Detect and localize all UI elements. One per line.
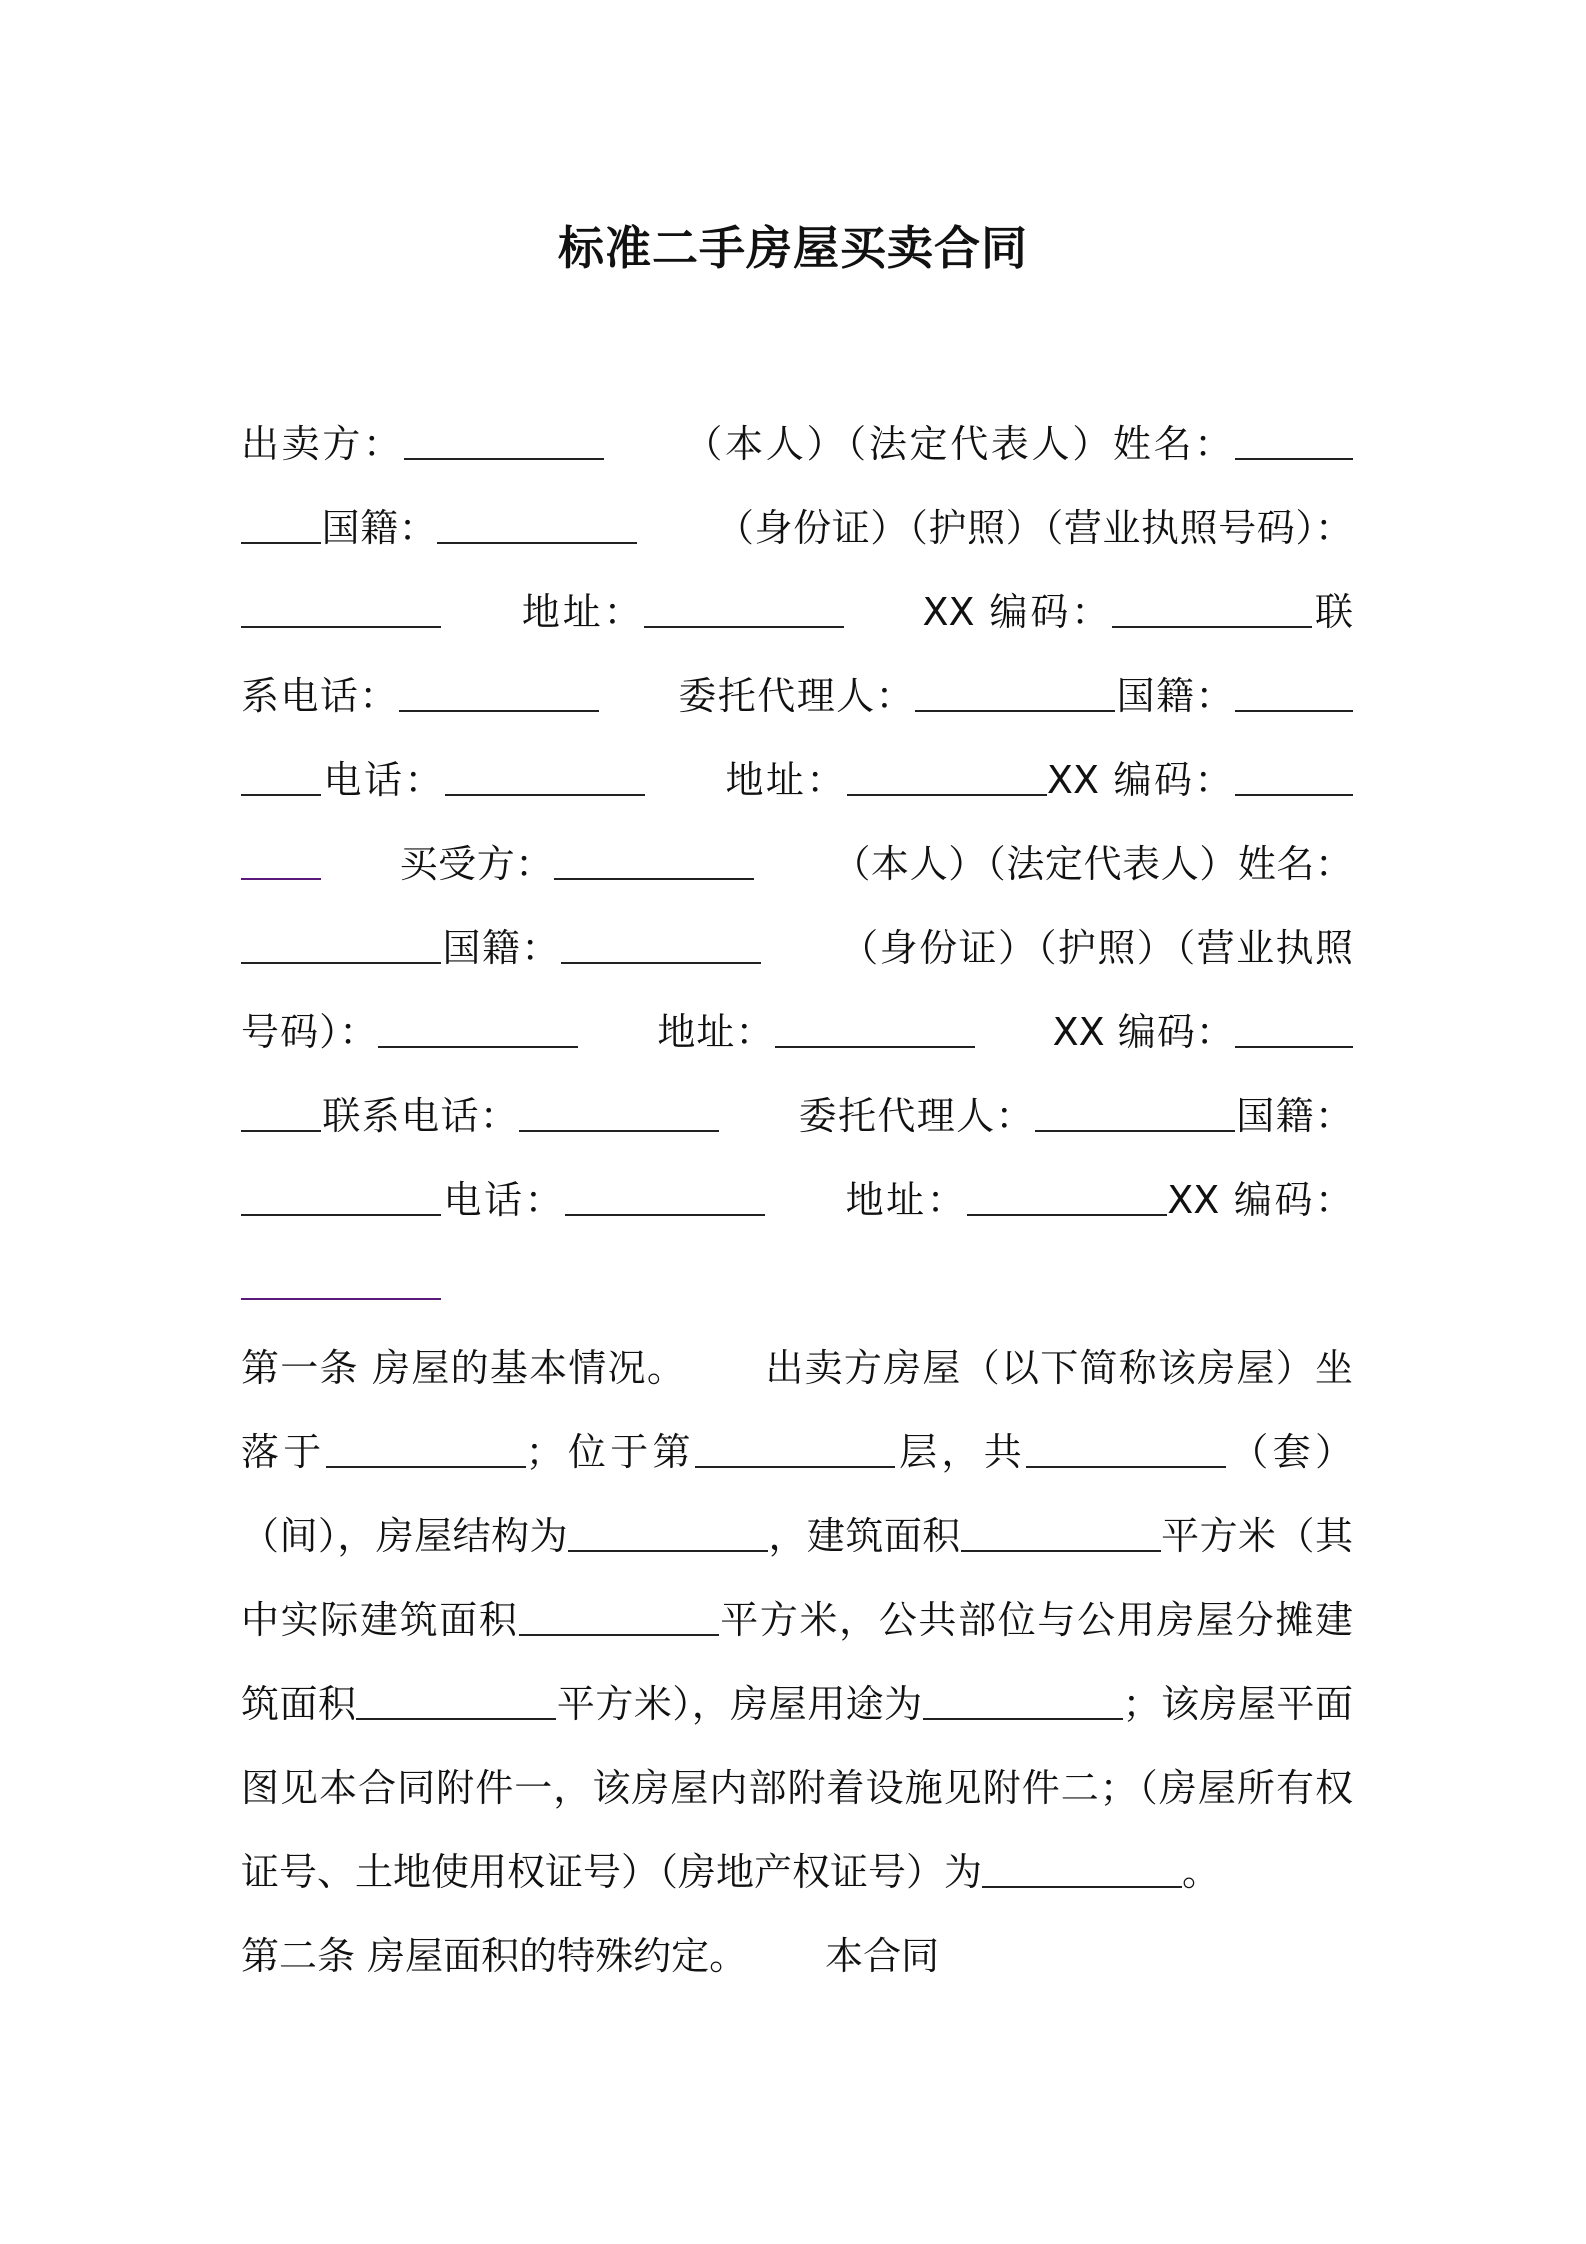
seller-agent: 委托代理人：: [676, 674, 916, 718]
buyer-nationality: 国籍：: [441, 926, 561, 970]
blank-field[interactable]: [356, 1684, 556, 1720]
article-1-text: 出卖方房屋（以下简称该房屋）坐落于: [241, 1346, 1353, 1474]
blank-field[interactable]: [923, 1684, 1123, 1720]
buyer-address: 地址：: [656, 1010, 775, 1054]
buyer-id-b: 号码）：: [241, 1010, 379, 1054]
article-1-paragraph: [241, 1326, 1353, 1914]
seller-agent-address: 地址：: [722, 758, 847, 802]
article-2-paragraph: [241, 1914, 1353, 1998]
blank-field[interactable]: [847, 760, 1047, 796]
article-2-text: 本合同: [825, 1934, 940, 1978]
blank-field[interactable]: [519, 1096, 719, 1132]
blank-field[interactable]: [326, 1432, 526, 1468]
article-1-text: ；该房屋平面图见本合同附件一，该房屋内部附着设施见附件二；（房屋所有权证号、土地使用权证号）（房地产权证号）为: [241, 1682, 1353, 1894]
seller-nationality: 国籍：: [321, 506, 438, 550]
buyer-agent: 委托代理人：: [797, 1094, 1035, 1138]
blank-field[interactable]: [644, 592, 844, 628]
blank-field[interactable]: [1026, 1432, 1226, 1468]
blank-field[interactable]: [565, 1180, 765, 1216]
blank-field[interactable]: [519, 1600, 719, 1636]
blank-field[interactable]: [445, 760, 645, 796]
blank-field[interactable]: [241, 1096, 321, 1132]
blank-field[interactable]: [554, 844, 754, 880]
seller-agent-nationality: 国籍：: [1115, 674, 1235, 718]
blank-field[interactable]: [915, 676, 1115, 712]
seller-type-name: （本人）（法定代表人）姓名：: [681, 422, 1235, 466]
blank-field[interactable]: [775, 1012, 975, 1048]
buyer-type-name: （本人）（法定代表人）姓名：: [831, 842, 1353, 886]
blank-field[interactable]: [241, 928, 441, 964]
blank-field[interactable]: [241, 844, 321, 880]
blank-field[interactable]: [404, 424, 604, 460]
seller-id: （身份证）（护照）（营业执照号码）：: [715, 506, 1353, 550]
blank-field[interactable]: [241, 1180, 441, 1216]
blank-field[interactable]: [241, 1264, 441, 1300]
parties-paragraph: [241, 402, 1353, 1326]
blank-field[interactable]: [982, 1852, 1182, 1888]
article-1-text: 平方米，公共部位与公用房屋分摊建筑面积: [241, 1598, 1353, 1726]
article-1-text: 。: [1182, 1850, 1221, 1894]
article-1-text: ；位于第: [525, 1430, 695, 1474]
buyer-id-a: （身份证）（护照）（营业执照: [838, 926, 1353, 970]
article-1-text: 平方米（其中实际建筑面积: [241, 1514, 1353, 1642]
document-title: 标准二手房屋买卖合同: [558, 221, 1028, 275]
article-1-heading: 第一条 房屋的基本情况。: [241, 1346, 687, 1390]
blank-field[interactable]: [1235, 676, 1353, 712]
contract-body: [241, 402, 1353, 1998]
blank-field[interactable]: [241, 760, 321, 796]
blank-field[interactable]: [961, 1516, 1161, 1552]
blank-field[interactable]: [967, 1180, 1167, 1216]
blank-field[interactable]: [241, 592, 441, 628]
blank-field[interactable]: [399, 676, 599, 712]
seller-phone-b: 系电话：: [241, 674, 399, 718]
seller-phone-a: 联: [1312, 590, 1353, 634]
article-1-text: 层，共: [894, 1430, 1027, 1474]
blank-field[interactable]: [1235, 760, 1353, 796]
article-1-text: ，建筑面积: [768, 1514, 961, 1558]
buyer-agent-nationality: 国籍：: [1234, 1094, 1353, 1138]
buyer-agent-postcode: XX 编码：: [1167, 1178, 1353, 1222]
blank-field[interactable]: [695, 1432, 895, 1468]
seller-postcode: XX 编码：: [922, 590, 1113, 634]
blank-field[interactable]: [568, 1516, 768, 1552]
buyer-agent-phone: 电话：: [441, 1178, 566, 1222]
buyer-agent-address: 地址：: [843, 1178, 968, 1222]
blank-field[interactable]: [1235, 1012, 1353, 1048]
seller-address: 地址：: [519, 590, 645, 634]
blank-field[interactable]: [1112, 592, 1312, 628]
buyer-postcode: XX 编码：: [1052, 1010, 1235, 1054]
blank-field[interactable]: [241, 508, 321, 544]
blank-field[interactable]: [437, 508, 637, 544]
article-1-text: 平方米），房屋用途为: [556, 1682, 923, 1726]
blank-field[interactable]: [561, 928, 761, 964]
blank-field[interactable]: [1035, 1096, 1235, 1132]
blank-field[interactable]: [1235, 424, 1353, 460]
seller-agent-postcode: XX 编码：: [1046, 758, 1235, 802]
article-2-heading: 第二条 房屋面积的特殊约定。: [241, 1934, 748, 1978]
buyer-phone: 联系电话：: [321, 1094, 520, 1138]
article-1-text: （套）（间），房屋结构为: [241, 1430, 1353, 1558]
buyer-label: 买受方：: [399, 842, 554, 886]
blank-field[interactable]: [378, 1012, 578, 1048]
seller-label: 出卖方：: [241, 422, 404, 466]
seller-agent-phone: 电话：: [321, 758, 445, 802]
